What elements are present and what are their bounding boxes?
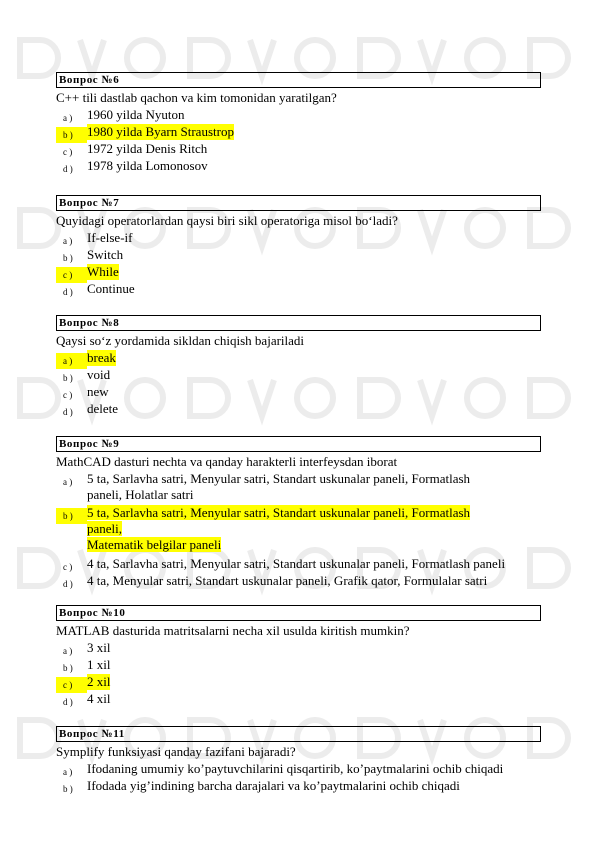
option-d[interactable] — [56, 401, 541, 418]
question-block — [56, 72, 541, 175]
option-letter: c ) — [63, 147, 73, 157]
question-text: C++ tili dastlab qachon va kim tomonidan yaratilgan? — [56, 90, 337, 105]
option-text: void — [87, 367, 111, 382]
option-b[interactable] — [56, 657, 541, 674]
option-letter: b ) — [63, 253, 73, 263]
option-text: 1978 yilda Lomonosov — [87, 158, 208, 173]
question-text: Qaysi so‘z yordamida sikldan chiqish bajariladi — [56, 333, 305, 348]
option-d[interactable] — [56, 691, 541, 708]
option-letter: d ) — [63, 164, 73, 174]
question-block — [56, 436, 541, 590]
option-d[interactable] — [56, 573, 541, 590]
option-letter: c ) — [56, 267, 87, 283]
option-letter: b ) — [63, 663, 73, 673]
question-text: MATLAB dasturida matritsalarni necha xil usulda kiritish mumkin? — [56, 623, 410, 638]
option-text: Continue — [87, 281, 135, 296]
option-letter: a ) — [63, 477, 73, 487]
option-text: 4 ta, Menyular satri, Standart uskunalar paneli, Grafik qator, Formulalar satri — [87, 573, 488, 588]
option-text — [87, 505, 507, 553]
option-letter: c ) — [63, 562, 73, 572]
option-letter: d ) — [63, 697, 73, 707]
option-d[interactable] — [56, 281, 541, 298]
option-letter: a ) — [63, 646, 73, 656]
question-header: Вопрос №6 — [56, 72, 541, 88]
option-text: Switch — [87, 247, 124, 262]
option-text: 4 xil — [87, 691, 111, 706]
option-a[interactable] — [56, 761, 541, 778]
option-text: new — [87, 384, 109, 399]
option-a[interactable] — [56, 230, 541, 247]
option-c[interactable] — [56, 141, 541, 158]
option-b[interactable] — [56, 778, 541, 795]
question-header: Вопрос №8 — [56, 315, 541, 331]
option-text: 1980 yilda Byarn Straustrop — [87, 124, 234, 139]
option-letter: a ) — [63, 236, 73, 246]
option-c[interactable] — [56, 556, 541, 573]
option-text: While — [87, 264, 119, 279]
option-letter: a ) — [63, 767, 73, 777]
option-text: 4 ta, Sarlavha satri, Menyular satri, Standart uskunalar paneli, Formatlash paneli — [87, 556, 506, 571]
question-header: Вопрос №9 — [56, 436, 541, 452]
option-c-correct[interactable] — [56, 264, 541, 281]
option-letter: b ) — [63, 784, 73, 794]
option-text: 1 xil — [87, 657, 111, 672]
option-text-line: Matematik belgilar paneli — [87, 537, 222, 552]
option-text: 1972 yilda Denis Ritch — [87, 141, 208, 156]
option-letter: c ) — [63, 390, 73, 400]
question-block — [56, 315, 541, 418]
option-letter: d ) — [63, 579, 73, 589]
option-text-line: 5 ta, Sarlavha satri, Menyular satri, Standart uskunalar paneli, Formatlash paneli, — [87, 505, 471, 536]
option-text: delete — [87, 401, 119, 416]
question-block — [56, 195, 541, 298]
option-text: 2 xil — [87, 674, 111, 689]
option-text: 5 ta, Sarlavha satri, Menyular satri, Standart uskunalar paneli, Formatlash paneli, Holatlar satri — [87, 471, 471, 502]
option-letter: b ) — [56, 508, 87, 524]
question-block — [56, 605, 541, 708]
question-text: Symplify funksiyasi qanday fazifani bajaradi? — [56, 744, 296, 759]
option-text: Ifodada yig’indining barcha darajalari va ko’paytmalarini ochib chiqadi — [87, 778, 460, 793]
option-b[interactable] — [56, 247, 541, 264]
question-header: Вопрос №7 — [56, 195, 541, 211]
option-letter: c ) — [56, 677, 87, 693]
option-c-correct[interactable] — [56, 674, 541, 691]
question-text: Quyidagi operatorlardan qaysi biri sikl operatoriga misol bo‘ladi? — [56, 213, 398, 228]
option-b[interactable] — [56, 367, 541, 384]
option-letter: d ) — [63, 287, 73, 297]
option-letter: d ) — [63, 407, 73, 417]
option-b-correct[interactable] — [56, 124, 541, 141]
option-text: break — [87, 350, 116, 365]
option-letter: b ) — [63, 373, 73, 383]
option-letter: a ) — [56, 353, 87, 369]
option-text: Ifodaning umumiy ko’paytuvchilarini qisqartirib, ko’paytmalarini ochib chiqadi — [87, 761, 504, 776]
question-header: Вопрос №11 — [56, 726, 541, 742]
option-letter: a ) — [63, 113, 73, 123]
option-a-correct[interactable] — [56, 350, 541, 367]
option-text: 3 xil — [87, 640, 111, 655]
question-block — [56, 726, 541, 795]
option-a[interactable] — [56, 640, 541, 657]
option-text: 1960 yilda Nyuton — [87, 107, 185, 122]
question-header: Вопрос №10 — [56, 605, 541, 621]
option-d[interactable] — [56, 158, 541, 175]
option-letter: b ) — [56, 127, 87, 143]
option-a[interactable] — [56, 471, 541, 505]
question-text: MathCAD dasturi nechta va qanday harakterli interfeysdan iborat — [56, 454, 398, 469]
option-c[interactable] — [56, 384, 541, 401]
option-b-correct[interactable] — [56, 505, 541, 556]
option-text: If-else-if — [87, 230, 133, 245]
option-a[interactable] — [56, 107, 541, 124]
